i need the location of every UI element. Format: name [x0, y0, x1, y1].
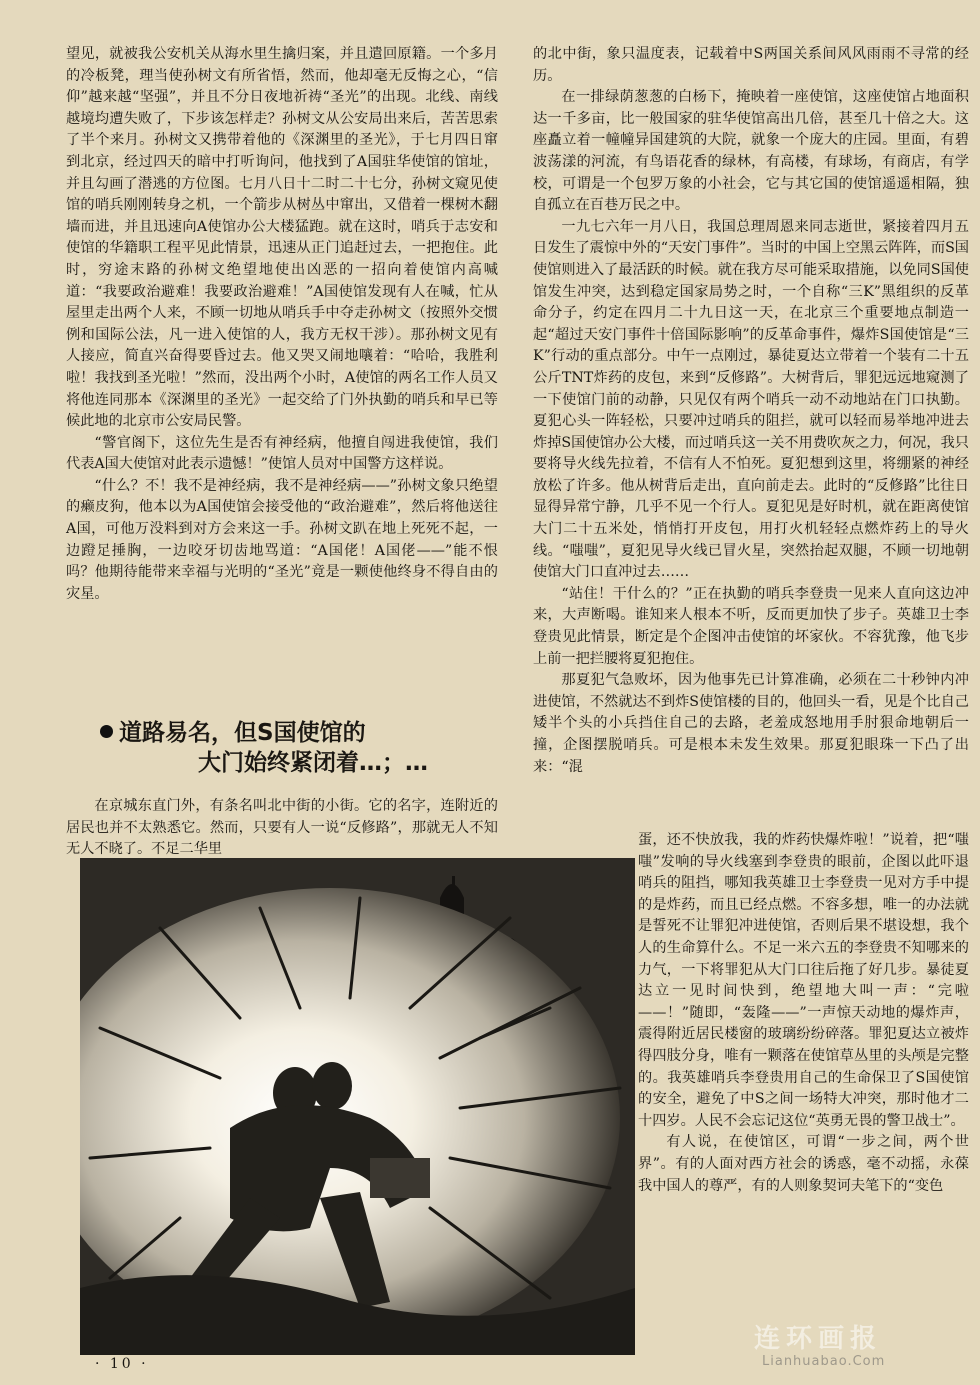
right-column-text: [533, 44, 969, 778]
page-number: · 10 ·: [95, 1356, 149, 1372]
left-paragraph-3: “什么？不！我不是神经病，我不是神经病——”孙树文象只绝望的癞皮狗，他本以为A国使馆会接受他的“政治避难”，然后将他送往A国，可他万没料到对方会来这一手。孙树文趴在地上死死不起，一边蹬足捶胸，一边咬牙切齿地骂道：“A国佬！A国佬——”能不恨吗？他期待能带来幸福与光明的“圣光”竟是一颗使他终身不得自由的灾星。: [66, 477, 498, 602]
left-paragraph-2: “警官阁下，这位先生是否有神经病，他擅自闯进我使馆，我们代表A国大使馆对此表示遗憾！”使馆人员对中国警方这样说。: [66, 434, 498, 473]
right-paragraph-4: “站住！干什么的？”正在执勤的哨兵李登贵一见来人直向这边冲来，大声断喝。谁知来人根本不听，反而更加快了步子。英雄卫士李登贵见此情景，断定是个企图冲击使馆的坏家伙。不容犹豫，他飞步上前一把拦腰将夏犯抱住。: [533, 585, 969, 667]
bullet-icon: [100, 725, 113, 738]
right-column-continued-text: [638, 830, 969, 1197]
right-paragraph-7: 有人说，在使馆区，可谓“一步之间，两个世界”。有的人面对西方社会的诱惑，毫不动摇，永葆我中国人的尊严，有的人则象契诃夫笔下的“变色: [638, 1134, 969, 1194]
explosion-illustration: [80, 858, 635, 1355]
watermark-title: 连环画报: [754, 1324, 883, 1354]
right-paragraph-2: 在一排绿荫葱葱的白杨下，掩映着一座使馆，这座使馆占地面积达一千多亩，比一般国家的驻华使馆高出几倍，甚至几十倍之大。这座矗立着一幢幢异国建筑的大院，就象一个庞大的庄园。里面，有碧波荡漾的河流，有鸟语花香的绿林，有高楼，有球场，有商店，有学校，可谓是一个包罗万象的小社会，它与其它国的使馆遥遥相隔，独自孤立在百巷万民之中。: [533, 89, 969, 214]
right-paragraph-1: 的北中街，象只温度表，记载着中S两国关系间风风雨雨不寻常的经历。: [533, 46, 969, 84]
section-heading-line-2: 大门始终紧闭着…；…: [198, 750, 428, 776]
watermark-url: Lianhuabao.Com: [762, 1354, 886, 1369]
site-watermark: [754, 1318, 974, 1378]
explosion-drawing: [80, 858, 635, 1355]
left-paragraph-1: 望见，就被我公安机关从海水里生擒归案，并且遣回原籍。一个多月的冷板凳，理当使孙树文有所省悟，然而，他却毫无反悔之心，“信仰”越来越“坚强”，并且不分日夜地祈祷“圣光”的出现。北线、南线越境均遭失败了，下步该怎样走？孙树文从公安局出来后，苦苦思索了半个来月。孙树文又携带着他的《深渊里的圣光》，于七月四日窜到北京，经过四天的暗中打听询问，他找到了A国驻华使馆的馆址，并且勾画了潜逃的方位图。七月八日十二时二十七分，孙树文窥见使馆的哨兵刚刚转身之机，一个箭步从树丛中窜出，又借着一棵树木翻墙而进，并且迅速向A使馆办公大楼猛跑。就在这时，哨兵于志安和使馆的华籍职工程平见此情景，迅速从正门追赶过去，一把抱住。此时，穷途末路的孙树文绝望地使出凶恶的一招向着使馆内高喊道：“我要政治避难！我要政治避难！”A国使馆发现有人在喊，忙从屋里走出两个人来，不顾一切地从哨兵手中夺走孙树文（按照外交惯例和国际公法，凡一进入使馆的人，我方无权干涉）。那孙树文见有人接应，简直兴奋得要昏过去。他又哭又闹地嚷着：“哈哈，我胜利啦！我找到圣光啦！”然而，没出两个小时，A使馆的两名工作人员又将他连同那本《深渊里的圣光》一起交给了门外执勤的哨兵和早已等候此地的北京市公安局民警。: [66, 46, 498, 430]
right-paragraph-6: 蛋，还不快放我，我的炸药快爆炸啦！”说着，把“嗤嗤”发响的导火线塞到李登贵的眼前，企图以此吓退哨兵的阻挡，哪知我英雄卫士李登贵一见对方手中提的是炸药，而且已经点燃。不容多想，唯一的办法就是誓死不让罪犯冲进使馆，否则后果不堪设想，我个人的生命算什么。不足一米六五的李登贵不知哪来的力气，一下将罪犯从大门口往后拖了好几步。暴徒夏达立一见时间快到，绝望地大叫一声：“完啦——！”随即，“轰隆——”一声惊天动地的爆炸声，震得附近居民楼窗的玻璃纷纷碎落。罪犯夏达立被炸得四肢分身，唯有一颗落在使馆草丛里的头颅是完整的。我英雄哨兵李登贵用自己的生命保卫了S国使馆的安全，避免了中S之间一场特大冲突，那时他才二十四岁。人民不会忘记这位“英勇无畏的警卫战士”。: [638, 832, 969, 1129]
section-heading: [100, 718, 500, 778]
section-intro-text: [66, 796, 498, 861]
right-paragraph-5: 那夏犯气急败坏，因为他事先已计算准确，必须在二十秒钟内冲进使馆，不然就达不到炸S使馆楼的目的，他回头一看，见是个比自己矮半个头的小兵挡住自己的去路，老羞成怒地用手肘狠命地朝后一撞，企图摆脱哨兵。可是根本未发生效果。那夏犯眼珠一下凸了出来：“混: [533, 672, 969, 775]
right-paragraph-3: 一九七六年一月八日，我国总理周恩来同志逝世，紧接着四月五日发生了震惊中外的“天安门事件”。当时的中国上空黑云阵阵，而S国使馆则进入了最活跃的时候。就在我方尽可能采取措施，以免同S国使馆发生冲突，达到稳定国家局势之时，一个自称“三K”黑组织的反革命分子，约定在四月二十九日这一天，在北京三个重要地点制造一起“超过天安门事件十倍国际影响”的反革命事件，爆炸S国使馆是“三K”行动的重点部分。中午一点刚过，暴徒夏达立带着一个装有二十五公斤TNT炸药的皮包，来到“反修路”。大树背后，罪犯远远地窥测了一下使馆门前的动静，只见仅有两个哨兵一动不动地站在门口执勤。夏犯心头一阵轻松，只要冲过哨兵的阻拦，就可以轻而易举地冲进去炸掉S国使馆办公大楼，而过哨兵这一关不用费吹灰之力，何况，我只要将导火线先拉着，不信有人不怕死。夏犯想到这里，将绷紧的神经放松了许多。他从树背后走出，直向前走去。此时的“反修路”比往日显得异常宁静，几乎不见一个行人。夏犯见是好时机，就在距离使馆大门二十五米处，悄悄打开皮包，用打火机轻轻点燃炸药上的导火线。“嗤嗤”，夏犯见导火线已冒火星，突然抬起双腿，不顾一切地朝使馆大门口直冲过去……: [533, 218, 969, 581]
left-column-text: [66, 44, 498, 605]
section-heading-line-1: 道路易名，但S国使馆的: [119, 720, 366, 746]
section-paragraph-1: 在京城东直门外，有条名叫北中街的小街。它的名字，连附近的居民也并不太熟悉它。然而，只要有人一说“反修路”，那就无人不知无人不晓了。不足二华里: [66, 798, 498, 858]
